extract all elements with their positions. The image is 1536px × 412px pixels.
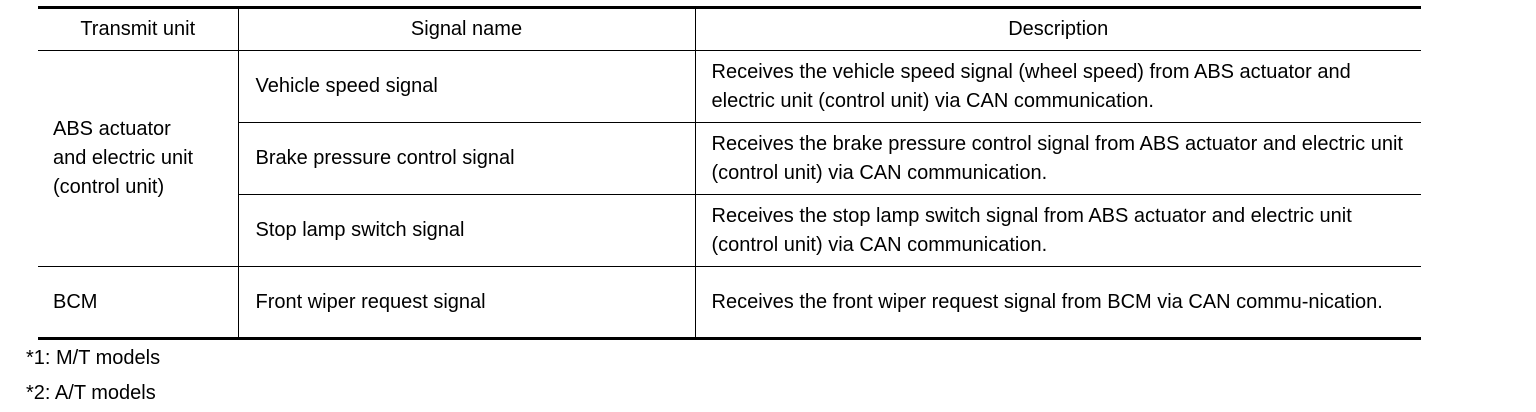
footnote: *1: M/T models (26, 347, 161, 369)
description-cell: Receives the front wiper request signal from BCM via CAN commu-nication. (695, 267, 1421, 339)
header-transmit-unit: Transmit unit (38, 8, 238, 51)
table-row (38, 267, 1421, 339)
table-row (38, 51, 1421, 123)
table-row (38, 123, 1421, 195)
header-signal-name: Signal name (238, 8, 695, 51)
description-cell: Receives the vehicle speed signal (wheel speed) from ABS actuator and electric unit (control unit) via CAN communication. (695, 51, 1421, 123)
transmit-unit-cell (38, 267, 238, 339)
footnotes (26, 341, 160, 411)
signal-name-cell: Front wiper request signal (238, 267, 695, 339)
signal-name-cell: Brake pressure control signal (238, 123, 695, 195)
table-header-row (38, 8, 1421, 51)
description-cell: Receives the brake pressure control signal from ABS actuator and electric unit (control unit) via CAN communication. (695, 123, 1421, 195)
signal-name-cell: Vehicle speed signal (238, 51, 695, 123)
description-cell: Receives the stop lamp switch signal from ABS actuator and electric unit (control unit) via CAN communication. (695, 195, 1421, 267)
signal-name-cell: Stop lamp switch signal (238, 195, 695, 267)
transmit-unit-text: BCM (53, 290, 98, 313)
signal-table (38, 6, 1421, 340)
footnote: *2: A/T models (26, 382, 156, 404)
transmit-unit-text: ABS actuator and electric unit (control unit) (53, 118, 194, 198)
table-row (38, 195, 1421, 267)
header-description: Description (695, 8, 1421, 51)
transmit-unit-cell (38, 51, 238, 267)
